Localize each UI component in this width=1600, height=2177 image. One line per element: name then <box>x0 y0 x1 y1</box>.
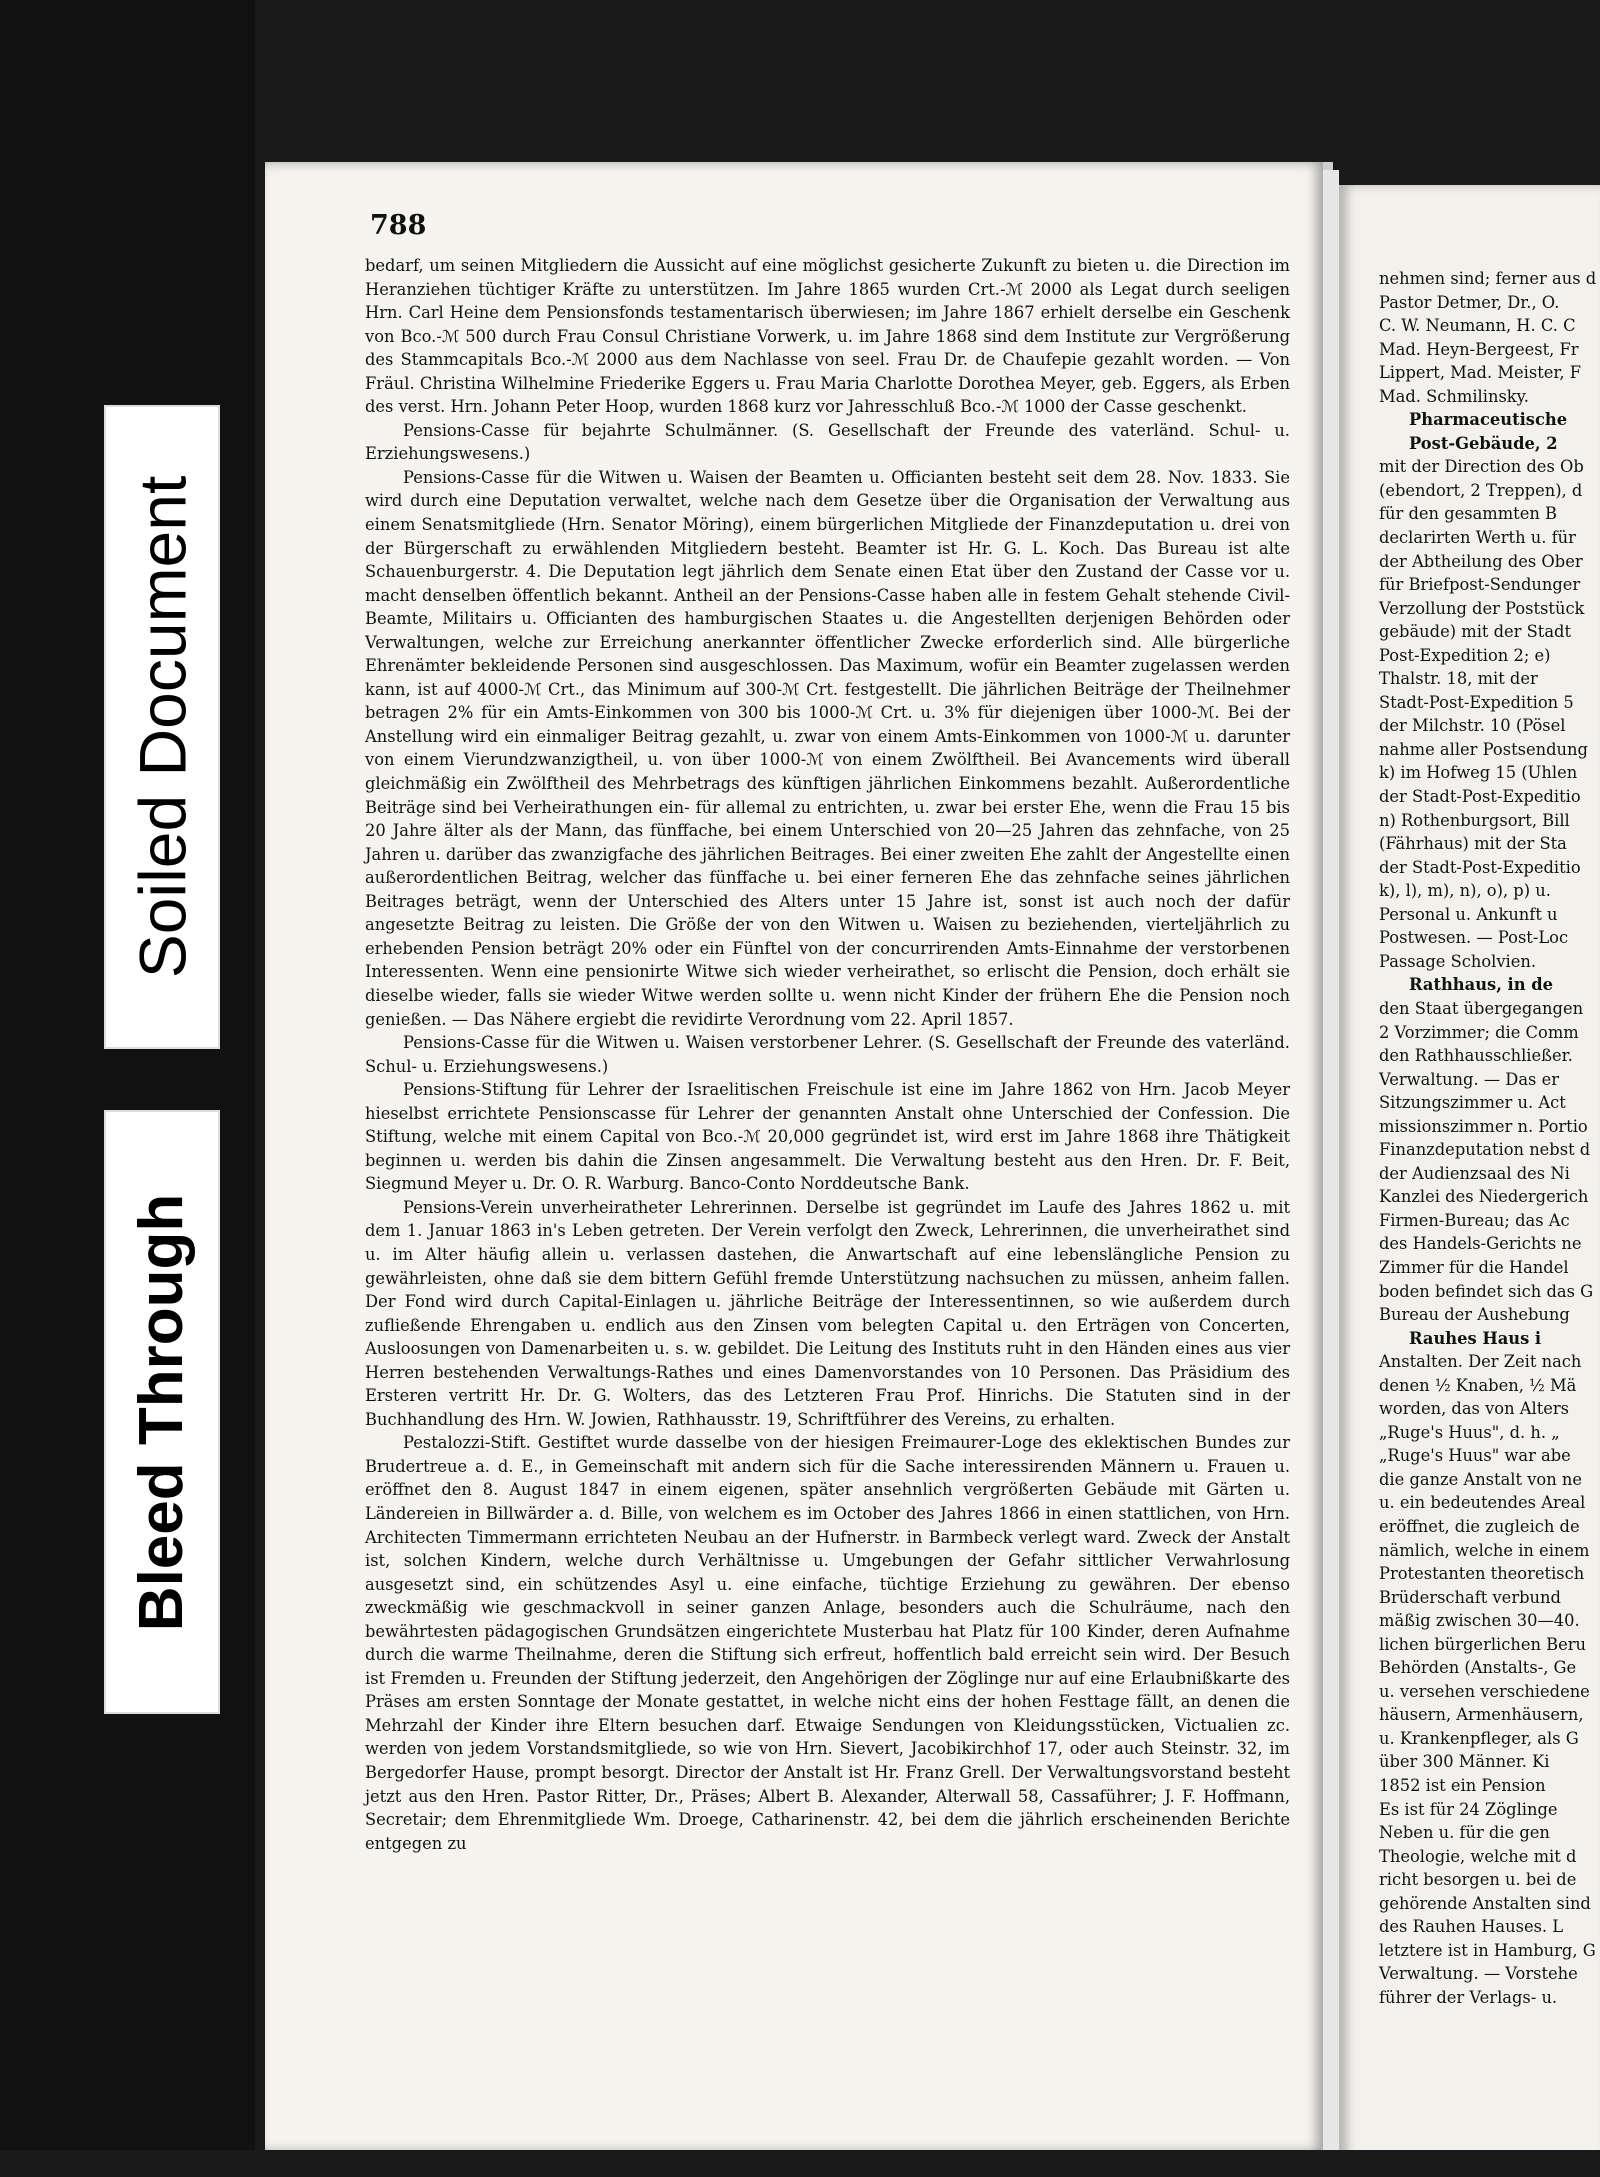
bleed-through-label-text: Bleed Through <box>127 1193 197 1631</box>
facing-page-line: Pharmaceutische <box>1409 410 1568 430</box>
facing-page-line: „Ruge's Huus" war abe <box>1379 1446 1571 1466</box>
facing-page-line: letztere ist in Hamburg, G <box>1379 1940 1596 1960</box>
facing-page-line: 2 Vorzimmer; die Comm <box>1379 1022 1579 1042</box>
paragraph-intro: bedarf, um seinen Mitgliedern die Aussicht auf eine möglichst gesicherte Zukunft zu bieten u. die Direction im Heranziehen tüchtiger Kräfte zu unterstützen. Im Jahre 1865 wurden Crt.-ℳ 2000 als Legat durch seeligen Hrn. Carl Heine dem Pensionsfonds testamentarisch überwiesen; im Jahre 1867 erhielt derselbe ein Geschenk von Bco.-ℳ 500 durch Frau Consul Christiane Vorwerk, u. im Jahre 1868 sind dem Institute zur Vergrößerung des Stammcapitals Bco.-ℳ 2000 aus dem Nachlasse von seel. Frau Dr. de Chaufepie gezahlt worden. — Von Fräul. Christina Wilhelmine Friederike Eggers u. Frau Maria Charlotte Dorothea Meyer, geb. Eggers, als Erben des verst. Hrn. Johann Peter Hoop, wurden 1868 kurz vor Jahresschluß Bco.-ℳ 1000 der Casse geschenkt. <box>365 256 1290 417</box>
facing-page-line: über 300 Männer. Ki <box>1379 1752 1550 1772</box>
facing-page-line: 1852 ist ein Pension <box>1379 1776 1546 1795</box>
facing-page-line: u. Krankenpfleger, als G <box>1379 1728 1579 1748</box>
facing-page-line: denen ½ Knaben, ½ Mä <box>1379 1375 1577 1395</box>
facing-page-line: lichen bürgerlichen Beru <box>1379 1634 1587 1654</box>
facing-page-line: eröffnet, die zugleich de <box>1379 1516 1580 1536</box>
paragraph-pensions-casse-witwen-beamten: Pensions-Casse für die Witwen u. Waisen der Beamten u. Officianten besteht seit dem 28. Nov. 1833. Sie wird durch eine Deputation verwaltet, welche nach dem Gesetze über die Organisation der Verwaltung aus einem Senatsmitgliede (Hrn. Senator Möring), einem bürgerlichen Mitgliede der Finanzdeputation u. drei von der Bürgerschaft zu erwählenden Mitgliedern besteht. Beamter ist Hr. G. L. Koch. Das Bureau ist alte Schauenburgerstr. 4. Die Deputation legt jährlich dem Senate einen Etat über den Zustand der Casse vor u. macht denselben öffentlich bekannt. Antheil an der Pensions-Casse haben alle in festem Gehalt stehende Civil-Beamte, Militairs u. Officianten des hamburgischen Staates u. die Angestellten derjenigen Behörden oder Verwaltungen, welche zur Erreichung anerkannter öffentlicher Zwecke erforderlich sind. Alle bürgerliche Ehrenämter bekleidende Personen sind ausgeschlossen. Das Maximum, wofür ein Beamter zugelassen werden kann, ist auf 4000-ℳ Crt., das Minimum auf 300-ℳ Crt. festgestellt. Die jährlichen Beiträge der Theilnehmer betragen 2% für ein Amts-Einkommen von 300 bis 1000-ℳ Crt. u. 3% für diejenigen über 1000-ℳ. Bei der Anstellung wird ein einmaliger Beitrag gezahlt, u. zwar von einem Amts-Einkommen von 1000-ℳ u. darunter von einem Vierundzwanzigtheil, u. von über 1000-ℳ von einem Zwölftheil. Bei Avancements wird überall gleichmäßig ein Zwölftheil des Mehrbetrags des künftigen jährlichen Einkommens bezahlt. Außerordentliche Beiträge sind bei Verheirathungen ein- für allemal zu entrichten, u. zwar bei erster Ehe, wenn die Frau 15 bis 20 Jahre älter als der Mann, das fünffache, bei einem Unterschied von 20—25 Jahren das zehnfache, von 25 Jahren u. darüber das zwanzigfache des jährlichen Beitrages. Bei einer zweiten Ehe zahlt der Angestellte einen außerordentlichen Beitrag, welcher das fünffache u. bei einer ferneren Ehe das zehnfache seines jährlichen Beitrages beträgt, wenn der Unterschied des Alters unter 15 Jahre ist, sonst ist auch noch der dafür angesetzte Beitrag zu leisten. Die Größe der von den Witwen u. Waisen zu beziehenden, vierteljährlich zu erhebenden Pension beträgt 20% oder ein Fünftel von der concurrirenden Amts-Einnahme der verstorbenen Interessenten. Wenn eine pensionirte Witwe sich wieder verheirathet, so erlischt die Pension, doch erhält sie dieselbe wieder, falls sie wieder Witwe werden sollte u. wenn nicht Kinder der frühern Ehe die Pension noch genießen. — Das Nähere ergiebt die revidirte Verordnung vom 22. April 1857. <box>365 467 1290 1029</box>
scan-background-left <box>0 0 255 2177</box>
facing-page-line: der Abtheilung des Ober <box>1379 551 1583 571</box>
facing-page-line: „Ruge's Huus", d. h. „ <box>1379 1422 1560 1442</box>
facing-page-line: den Staat übergegangen <box>1379 998 1584 1018</box>
facing-page-line: richt besorgen u. bei de <box>1379 1870 1577 1890</box>
facing-page-line: Rauhes Haus i <box>1409 1328 1542 1348</box>
facing-page-line: Theologie, welche mit d <box>1379 1846 1577 1866</box>
facing-page-line: (ebendort, 2 Treppen), d <box>1379 480 1583 500</box>
facing-page-line: Neben u. für die gen <box>1379 1823 1550 1843</box>
facing-page-line: der Stadt-Post-Expeditio <box>1379 787 1581 807</box>
facing-page-line: Brüderschaft verbund <box>1379 1587 1561 1607</box>
facing-page-line: k) im Hofweg 15 (Uhlen <box>1379 763 1578 783</box>
facing-page-line: die ganze Anstalt von ne <box>1379 1469 1582 1489</box>
facing-page-line: Post-Expedition 2; e) <box>1379 645 1551 665</box>
facing-page-line: boden befindet sich das G <box>1379 1281 1594 1301</box>
facing-page-line: C. W. Neumann, H. C. C <box>1379 316 1576 336</box>
paragraph-pestalozzi-stift: Pestalozzi-Stift. Gestiftet wurde dasselbe von der hiesigen Freimaurer-Loge des eklektischen Bundes zur Brudertreue a. d. E., in Gemeinschaft mit andern sich für die Sache interessirenden Männern u. Frauen u. eröffnet den 8. August 1847 in einem eigenen, später ansehnlich vergrößerten Gebäude mit Gärten u. Ländereien in Billwärder a. d. Bille, von welchem es im October des Jahres 1866 in einen stattlichen, von Hrn. Architecten Timmermann errichteten Neubau an der Hufnerstr. in Barmbeck verlegt ward. Zweck der Anstalt ist, solchen Kindern, welche durch Verhältnisse u. Umgebungen der Gefahr sittlicher Verwahrlosung ausgesetzt sind, ein schützendes Asyl u. eine einfache, tüchtige Erziehung zu gewähren. Der ebenso zweckmäßig wie geschmackvoll in seiner ganzen Anlage, besonders auch die Schulräume, nach den bewährtesten pädagogischen Grundsätzen eingerichtete Musterbau hat Platz für 100 Kinder, deren Aufnahme durch die warme Theilnahme, deren die Stiftung sich erfreut, hoffentlich bald erreicht sein wird. Der Besuch ist Fremden u. Freunden der Stiftung jederzeit, den Angehörigen der Zöglinge nur auf eine Erlaubnißkarte des Präses am ersten Sonntage der Monate gestattet, in welche nicht eins der hohen Festtage fällt, an denen die Mehrzahl der Kinder ihre Eltern besuchen darf. Etwaige Sendungen von Kleidungsstücken, Victualien zc. werden von jedem Vorstandsmitgliede, so wie von Hrn. Sievert, Jacobikirchhof 17, oder auch Steinstr. 32, im Bergedorfer Hause, prompt besorgt. Director der Anstalt ist Hr. Franz Grell. Der Verwaltungsvorstand besteht jetzt aus den Hren. Pastor Ritter, Dr., Präses; Albert B. Alexander, Alterwall 58, Cassaführer; J. F. Hoffmann, Secretair; dem Ehrenmitgliede Wm. Droege, Catharinenstr. 42, bei dem die jährlich erscheinenden Berichte entgegen zu <box>365 1433 1290 1853</box>
facing-page-line: Passage Scholvien. <box>1379 951 1537 971</box>
facing-page-line: Firmen-Bureau; das Ac <box>1379 1210 1570 1230</box>
facing-page-line: Post-Gebäude, 2 <box>1409 433 1558 453</box>
facing-page-line: Verzollung der Poststück <box>1379 598 1585 618</box>
soiled-document-label <box>104 405 220 1049</box>
facing-page-line: für den gesammten B <box>1379 504 1557 524</box>
soiled-document-label-text: Soiled Document <box>125 475 200 979</box>
facing-page-line: führer der Verlags- u. <box>1379 1987 1558 2007</box>
facing-page-line: der Stadt-Post-Expeditio <box>1379 857 1581 877</box>
facing-page-line: Kanzlei des Niedergerich <box>1379 1187 1589 1207</box>
page-number: 788 <box>370 210 427 241</box>
facing-page-line: gehörende Anstalten sind <box>1379 1893 1591 1913</box>
facing-page-line: des Handels-Gerichts ne <box>1379 1234 1582 1254</box>
facing-page-line: (Fährhaus) mit der Sta <box>1379 834 1567 854</box>
facing-page-line: Mad. Schmilinsky. <box>1379 386 1529 406</box>
book-gutter <box>1323 170 1339 2160</box>
facing-page-line: mit der Direction des Ob <box>1379 457 1584 477</box>
facing-page-line: Personal u. Ankunft u <box>1379 904 1558 924</box>
facing-page-line: des Rauhen Hauses. L <box>1379 1917 1564 1937</box>
facing-page-line: Verwaltung. — Vorstehe <box>1379 1964 1578 1984</box>
facing-page-line: Lippert, Mad. Meister, F <box>1379 363 1582 383</box>
facing-page-line: Postwesen. — Post-Loc <box>1379 928 1569 948</box>
facing-page-line: declarirten Werth u. für <box>1379 528 1576 548</box>
facing-page-line: der Milchstr. 10 (Pösel <box>1379 716 1566 736</box>
paragraph-pensions-verein-lehrerinnen: Pensions-Verein unverheiratheter Lehrerinnen. Derselbe ist gegründet im Laufe des Jahres 1862 u. mit dem 1. Januar 1863 in's Leben getreten. Der Verein verfolgt den Zweck, Lehrerinnen, die unverheirathet sind u. im Alter häufig allein u. verlassen dastehen, die Anwartschaft auf eine lebenslängliche Pension zu gewährleisten, ohne daß sie dem bittern Gefühl fremde Unterstützung nachsuchen zu müssen, anheim fallen. Der Fond wird durch Capital-Einlagen u. jährliche Beiträge der Interessentinnen, so wie außerdem durch zufließende Ehrengaben u. endlich aus den Zinsen vom belegten Capital u. den Erträgen von Concerten, Ausloosungen von Damenarbeiten u. s. w. gebildet. Die Leitung des Instituts ruht in den Händen eines aus vier Herren bestehenden Verwaltungs-Rathes und eines Damenvorstandes von 10 Personen. Das Präsidium des Ersteren vertritt Hr. Dr. G. Wolters, das des Letzteren Frau Prof. Hinrichs. Die Statuten sind in der Buchhandlung des Hrn. W. Jowien, Rathhausstr. 19, Schriftführer des Vereins, zu erhalten. <box>365 1197 1290 1429</box>
facing-page-line: u. versehen verschiedene <box>1379 1681 1590 1701</box>
facing-page-line: Anstalten. Der Zeit nach <box>1379 1352 1582 1372</box>
facing-page-line: für Briefpost-Sendunger <box>1379 575 1581 595</box>
facing-page-line: nahme aller Postsendung <box>1379 739 1588 759</box>
facing-page-line: Behörden (Anstalts-, Ge <box>1379 1658 1577 1678</box>
scan-background-bottom <box>0 2150 1600 2177</box>
facing-page-text <box>1379 267 1600 2009</box>
facing-page-line: Es ist für 24 Zöglinge <box>1379 1799 1558 1819</box>
facing-page-line: Mad. Heyn-Bergeest, Fr <box>1379 339 1579 359</box>
facing-page-line: der Audienzsaal des Ni <box>1379 1163 1570 1183</box>
facing-page-line: häusern, Armenhäusern, <box>1379 1705 1584 1725</box>
facing-page-line: gebäude) mit der Stadt <box>1379 622 1572 642</box>
facing-page-line: Protestanten theoretisch <box>1379 1564 1585 1584</box>
facing-page-line: Thalstr. 18, mit der <box>1379 669 1538 689</box>
facing-page-line: nämlich, welche in einem <box>1379 1540 1590 1560</box>
facing-page-line: Pastor Detmer, Dr., O. <box>1379 292 1560 312</box>
facing-page-line: Rathhaus, in de <box>1409 975 1553 995</box>
facing-page-line: Zimmer für die Handel <box>1379 1257 1569 1277</box>
facing-page-line: worden, das von Alters <box>1379 1399 1570 1419</box>
facing-page-line: missionszimmer n. Portio <box>1379 1116 1588 1136</box>
facing-page-line: u. ein bedeutendes Areal <box>1379 1493 1586 1513</box>
facing-page-line: Stadt-Post-Expedition 5 <box>1379 692 1574 712</box>
bleed-through-label <box>104 1110 220 1714</box>
facing-page-line: Verwaltung. — Das er <box>1379 1069 1559 1089</box>
facing-page-line: Bureau der Aushebung <box>1379 1305 1570 1325</box>
facing-page-line: nehmen sind; ferner aus d <box>1379 269 1597 288</box>
paragraph-pensions-stiftung-israelitische: Pensions-Stiftung für Lehrer der Israelitischen Freischule ist eine im Jahre 1862 von Hrn. Jacob Meyer hieselbst errichtete Pensionscasse für Lehrer der genannten Anstalt ohne Unterschied der Confession. Die Stiftung, welche mit einem Capital von Bco.-ℳ 20,000 gegründet ist, wird erst im Jahre 1868 ihre Thätigkeit beginnen u. werden bis dahin die Zinsen angesammelt. Die Verwaltung besteht aus den Hren. Dr. F. Beit, Siegmund Meyer u. Dr. O. R. Warburg. Banco-Conto Norddeutsche Bank. <box>365 1080 1290 1194</box>
facing-page-line: den Rathhausschließer. <box>1379 1046 1573 1066</box>
facing-page-line: k), l), m), n), o), p) u. <box>1379 881 1551 901</box>
paragraph-pensions-casse-witwen-lehrer: Pensions-Casse für die Witwen u. Waisen verstorbener Lehrer. (S. Gesellschaft der Freunde des vaterländ. Schul- u. Erziehungswesens.) <box>365 1033 1290 1076</box>
facing-page-line: Finanzdeputation nebst d <box>1379 1140 1591 1160</box>
facing-page <box>1339 185 1600 2165</box>
facing-page-line: n) Rothenburgsort, Bill <box>1379 810 1570 830</box>
facing-page-line: mäßig zwischen 30—40. <box>1379 1611 1580 1631</box>
main-text-body <box>365 254 1290 1855</box>
paragraph-pensions-casse-schulmaenner: Pensions-Casse für bejahrte Schulmänner. (S. Gesellschaft der Freunde des vaterländ. Schul- u. Erziehungswesens.) <box>365 420 1290 464</box>
facing-page-line: Sitzungszimmer u. Act <box>1379 1093 1566 1113</box>
document-page <box>265 162 1333 2152</box>
